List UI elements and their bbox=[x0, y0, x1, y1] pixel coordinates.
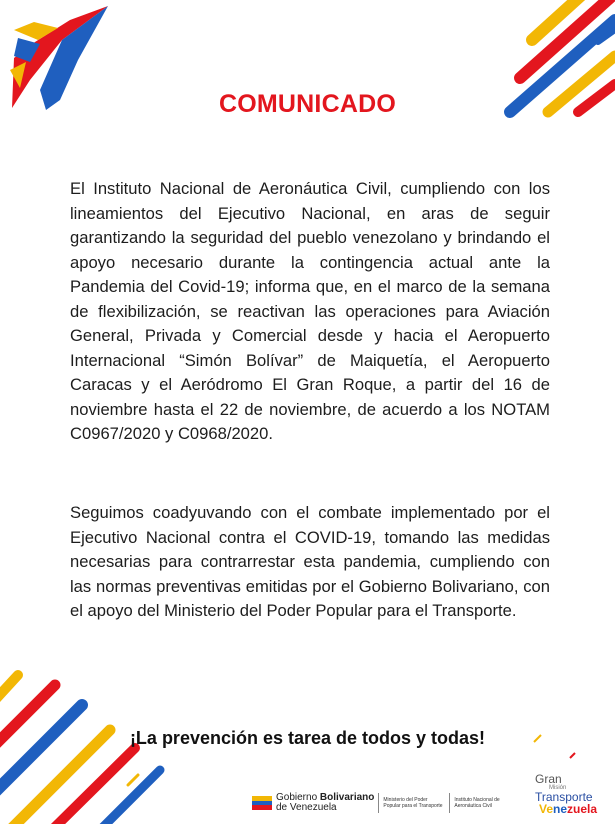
gmt-ve: Ve bbox=[539, 802, 554, 816]
gmt-line1: Gran bbox=[535, 772, 562, 786]
gov-line1-bold: Bolivariano bbox=[319, 792, 375, 803]
government-footer bbox=[252, 791, 516, 815]
footer-divider bbox=[449, 793, 450, 813]
gmt-line2: Misión bbox=[549, 785, 567, 791]
gmt-line3: Transporte bbox=[535, 790, 593, 804]
gmt-ne: ne bbox=[553, 802, 568, 816]
document-title: COMUNICADO bbox=[219, 90, 396, 118]
slogan: ¡La prevención es tarea de todos y todas! bbox=[129, 728, 486, 748]
gobierno-bolivariano-label bbox=[276, 793, 374, 813]
gran-mision-transporte-logo bbox=[535, 774, 615, 815]
gmt-line4 bbox=[539, 803, 615, 815]
institute-label: Instituto Nacional de Aeronáutica Civil bbox=[454, 797, 500, 809]
gov-line1: Gobierno bbox=[276, 792, 320, 803]
body-paragraph-2: Seguimos coadyuvando con el combate implementado por el Ejecutivo Nacional contra el COVID-19, tomando las medidas necesarias para contrarrestar esta pandemia, cumpliendo con las normas preventivas emitidas por el Gobierno Bolivariano, con el apoyo del Ministerio del Poder Popular para el Transporte. bbox=[70, 503, 550, 620]
venezuela-flag-icon bbox=[252, 796, 272, 810]
body-paragraph-1: El Instituto Nacional de Aeronáutica Civil, cumpliendo con los lineamientos del Ejecutivo Nacional, en aras de seguir garantizando la seguridad del pueblo venezolano y brindando el apoyo necesario durante la contingencia actual ante la Pandemia del Covid-19; informa que, en el marco de la semana de flexibilización, se reactivan las operaciones para Aviación General, Privada y Comercial desde y hacia el Aeropuerto Internacional “Simón Bolívar” de Maiquetía, el Aeropuerto Caracas y el Aeródromo El Gran Roque, a partir del 16 de noviembre hasta el 22 de noviembre, de acuerdo a los NOTAM C0967/2020 y C0968/2020. bbox=[70, 179, 550, 443]
bottom-left-stripes bbox=[0, 675, 160, 824]
gov-line2: de Venezuela bbox=[276, 802, 337, 813]
ministry-label: Ministerio del Poder Popular para el Transporte bbox=[383, 797, 443, 809]
footer-divider bbox=[378, 793, 379, 813]
gmt-zuela: zuela bbox=[567, 802, 598, 816]
